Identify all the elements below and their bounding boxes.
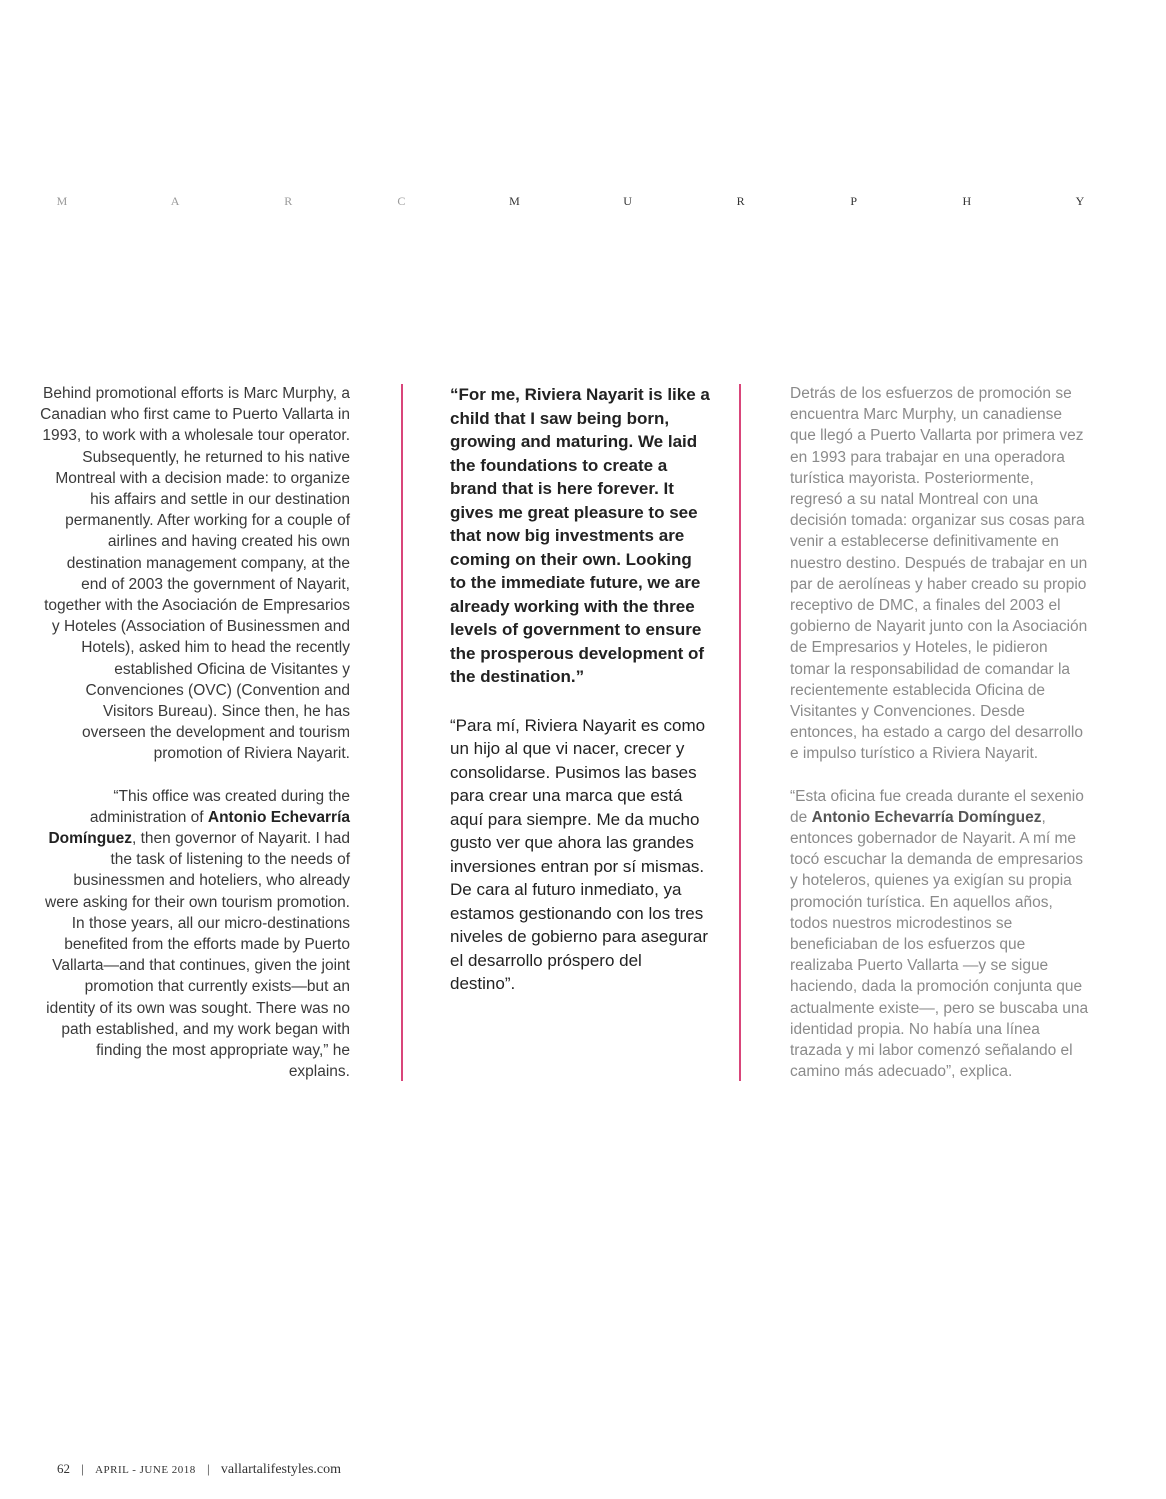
name-letter: U [623,194,632,208]
governor-name: Antonio Echevarría Domínguez [811,808,1042,826]
spanish-paragraph-2-end: , entonces gobernador de Nayarit. A mí me tocó escuchar la demanda de empresarios y hoteleros, quienes ya exigían su propia promoción turística. En aquellos años, todos nuestros microdestinos se beneficiaban de los esfuerzos que realizaba Puerto Vallarta —y se sigue haciendo, dada la promoción conjunta que actualmente existe—, pero se buscaba una identidad propia. No había una línea trazada y mi labor comenzó señalando el camino más adecuado”, explica. [790,808,1089,1081]
spanish-paragraph-1: Detrás de los esfuerzos de promoción se encuentra Marc Murphy, un canadiense que llegó a Puerto Vallarta por primera vez en 1993 para trabajar en una operadora turística mayorista. Posteriormente, regresó a su natal Montreal con una decisión tomada: organizar sus cosas para venir a establecerse definitivamente en nuestro destino. Después de trabajar en un par de aerolíneas y haber creado su propio receptivo de DMC, a finales del 2003 el gobierno de Nayarit junto con la Asociación de Empresarios y Hoteles, le pidieron tomar la responsabilidad de comandar la recientemente establecida Oficina de Visitantes y Convenciones. Desde entonces, ha estado a cargo del desarrollo e impulso turístico a Riviera Nayarit. [790,385,1088,763]
page-number: 62 [57,1461,70,1476]
name-letter: M [509,194,520,208]
name-letter: Y [1075,194,1085,208]
name-letter: R [284,194,293,208]
spanish-article-column [790,383,1090,1083]
name-letter: H [962,194,972,208]
english-paragraph-2-start: “This office was created during the administration of [89,787,350,826]
name-letter: A [170,194,180,208]
english-paragraph-2 [40,786,350,1083]
website-link[interactable]: vallartalifestyles.com [220,1462,342,1477]
english-paragraph-2-end: , then governor of Nayarit. I had the task of listening to the needs of businessmen and hoteliers, who already were asking for their own tourism promotion. In those years, all our micro-destinations benefited from the efforts made by Puerto Vallarta—and that continues, given the joint promotion that currently exists—but an identity of its own was sought. There was no path established, and my work began with finding the most appropriate way,” he explains. [45,830,350,1081]
english-article-column [40,383,350,1083]
pull-quote-spanish: “Para mí, Riviera Nayarit es como un hijo al que vi nacer, crecer y consolidarse. Pusimos las bases para crear una marca que está aquí para siempre. Me da mucho gusto ver que ahora las grandes inversiones entran por sí mismas. De cara al futuro inmediato, ya estamos gestionando con los tres niveles de gobierno para asegurar el desarrollo próspero del destino”. [450,715,709,993]
pull-quote-column [450,383,710,996]
spanish-paragraph-2 [790,786,1090,1083]
column-divider [739,384,741,1081]
name-letter: M [56,194,68,208]
page-footer [57,1461,341,1478]
pull-quote-english: “For me, Riviera Nayarit is like a child that I saw being born, growing and maturing. We laid the foundations to create a brand that is here forever. It gives me great pleasure to see that now big investments are coming on their own. Looking to the immediate future, we are already working with the three levels of government to ensure the prosperous development of the destination.” [450,385,710,686]
column-divider [401,384,403,1081]
name-letter: C [397,194,406,208]
name-letter: R [736,194,745,208]
english-paragraph-1: Behind promotional efforts is Marc Murphy, a Canadian who first came to Puerto Vallarta in 1993, to work with a wholesale tour operator. Subsequently, he returned to his native Montreal with a decision made: to organize his affairs and settle in our destination permanently. After working for a couple of airlines and having created his own destination management company, at the end of 2003 the government of Nayarit, together with the Asociación de Empresarios y Hoteles (Association of Businessmen and Hotels), asked him to head the recently established Oficina de Visitantes y Convenciones (OVC) (Convention and Visitors Bureau). Since then, he has overseen the development and tourism promotion of Riviera Nayarit. [40,385,350,763]
footer-separator: | [81,1461,84,1476]
spanish-paragraph-2-start: “Esta oficina fue creada durante el sexenio de [790,787,1084,826]
governor-name: Antonio Echevarría Domínguez [48,808,350,848]
article-name-header [56,194,1086,209]
name-letter: P [850,194,858,208]
issue-date: APRIL - JUNE 2018 [95,1464,196,1476]
footer-separator: | [207,1461,210,1476]
